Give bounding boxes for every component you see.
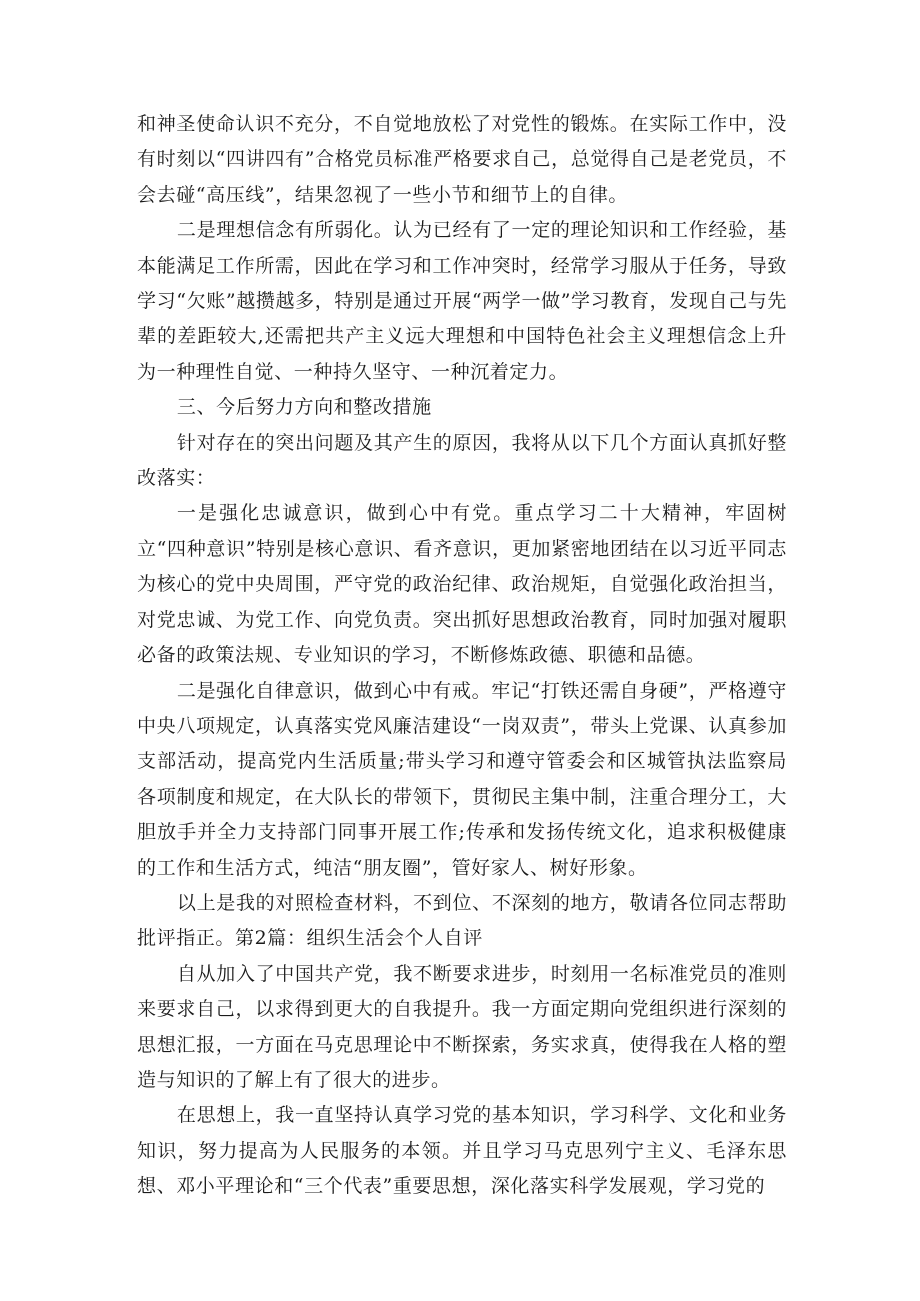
paragraph-2: 二是理想信念有所弱化。认为已经有了一定的理论知识和工作经验，基本能满足工作所需，因此在学习和工作冲突时，经常学习服从于任务，导致学习“欠账”越攒越多，特别是通过开展“两学一做”学习教育，发现自己与先辈的差距较大,还需把共产主义远大理想和中国特色社会主义理想信念上升为一种理性自觉、一种持久坚守、一种沉着定力。	[137, 219, 787, 383]
paragraph-3: 针对存在的突出问题及其产生的原因，我将从以下几个方面认真抓好整改落实：	[137, 431, 787, 490]
paragraph-5: 二是强化自律意识，做到心中有戒。牢记“打铁还需自身硬”，严格遵守中央八项规定，认真落实党风廉洁建设“一岗双责”，带头上党课、认真参加支部活动，提高党内生活质量;带头学习和遵守管委会和区城管执法监察局各项制度和规定，在大队长的带领下，贯彻民主集中制，注重合理分工，大胆放手并全力支持部门同事开展工作;传承和发扬传统文化，追求积极健康的工作和生活方式，纯洁“朋友圈”，管好家人、树好形象。	[137, 679, 787, 879]
section-heading: 三、今后努力方向和整改措施	[176, 396, 432, 419]
paragraph-7: 自从加入了中国共产党，我不断要求进步，时刻用一名标准党员的准则来要求自己，以求得到更大的自我提升。我一方面定期向党组织进行深刻的思想汇报，一方面在马克思理论中不断探索，务实求真，使得我在人格的塑造与知识的了解上有了很大的进步。	[137, 962, 787, 1091]
paragraph-1: 和神圣使命认识不充分，不自觉地放松了对党性的锻炼。在实际工作中，没有时刻以“四讲四有”合格党员标准严格要求自己，总觉得自己是老党员，不会去碰“高压线”，结果忽视了一些小节和细节上的自律。	[137, 113, 787, 206]
paragraph-6: 以上是我的对照检查材料，不到位、不深刻的地方，敬请各位同志帮助批评指正。第2篇：组织生活会个人自评	[137, 891, 787, 950]
paragraph-4: 一是强化忠诚意识，做到心中有党。重点学习二十大精神，牢固树立“四种意识”特别是核心意识、看齐意识，更加紧密地团结在以习近平同志为核心的党中央周围，严守党的政治纪律、政治规矩，自觉强化政治担当，对党忠诚、为党工作、向党负责。突出抓好思想政治教育，同时加强对履职必备的政策法规、专业知识的学习，不断修炼政德、职德和品德。	[137, 502, 787, 667]
paragraph-8: 在思想上，我一直坚持认真学习党的基本知识，学习科学、文化和业务知识，努力提高为人民服务的本领。并且学习马克思列宁主义、毛泽东思想、邓小平理论和“三个代表”重要思想，深化落实科学发展观，学习党的	[137, 1104, 787, 1198]
document-page	[137, 107, 787, 1205]
